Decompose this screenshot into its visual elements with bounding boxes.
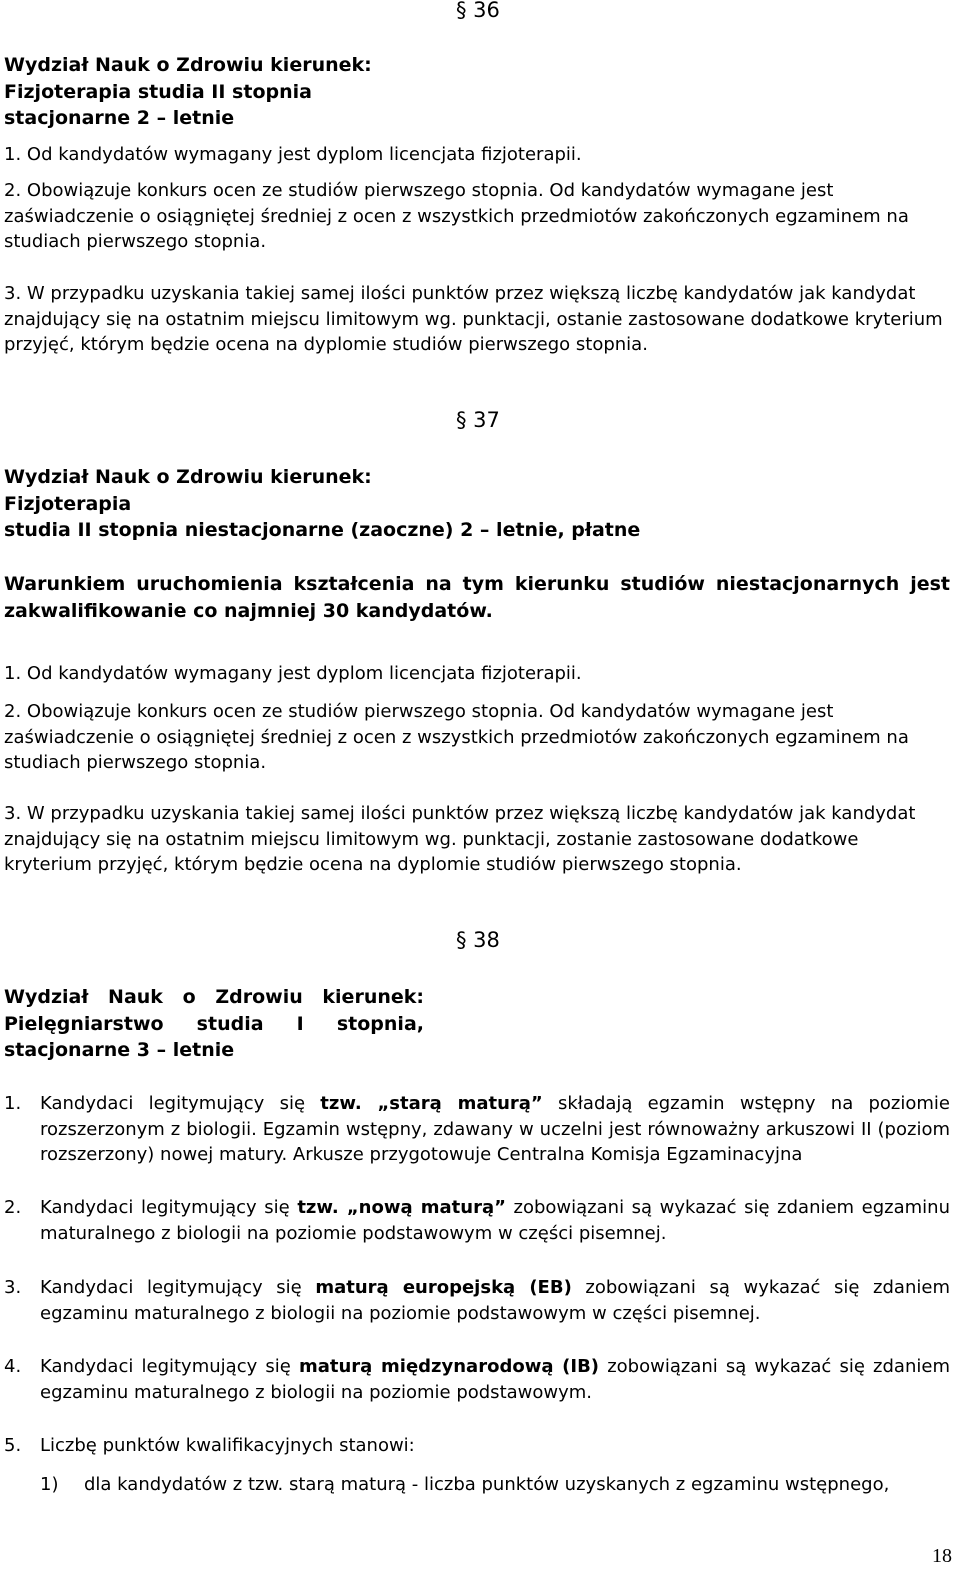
item-text: zobowiązani są wykazać się zdaniem egzaminu maturalnego z biologii na poziomie podstawowym w części pisemnej. [40,1277,950,1324]
item-emphasis: tzw. „starą maturą” [320,1093,543,1114]
section-38-heading [4,984,424,1064]
section-37-heading [4,464,950,544]
section-37-marker: § 37 [456,408,500,432]
item-number: 3. [4,1277,22,1298]
item-emphasis: tzw. „nową maturą” [297,1197,506,1218]
section-37-item-3: 3. W przypadku uzyskania takiej samej ilości punktów przez większą liczbę kandydatów jak kandydat znajdujący się na ostatnim miejscu limitowym wg. punktacji, zostanie zastosowane dodatkowe kryterium przyjęć, którym będzie ocena na dyplomie studiów pierwszego stopnia. [4,803,916,875]
section-38-subitem-1 [40,1472,940,1498]
page-number: 18 [932,1545,952,1567]
item-number: 4. [4,1356,22,1377]
item-emphasis: maturą międzynarodową (IB) [298,1356,600,1377]
section-36-item-3: 3. W przypadku uzyskania takiej samej ilości punktów przez większą liczbę kandydatów jak kandydat znajdujący się na ostatnim miejscu limitowym wg. punktacji, ostanie zastosowane dodatkowe kryterium przyjęć, którym będzie ocena na dyplomie studiów pierwszego stopnia. [4,283,943,355]
item-text: Kandydaci legitymujący się [40,1197,298,1218]
subitem-number: 1) [40,1474,59,1495]
section-36-heading [4,52,950,132]
section-38-item-2 [4,1195,950,1246]
subitem-text: dla kandydatów z tzw. starą maturą - liczba punktów uzyskanych z egzaminu wstępnego, [84,1474,890,1495]
item-text: zobowiązani są wykazać się zdaniem egzaminu maturalnego z biologii na poziomie podstawowym w części pisemnej. [40,1197,950,1244]
heading-line: Wydział Nauk o Zdrowiu kierunek: [4,466,372,488]
item-text: Kandydaci legitymujący się [40,1277,316,1298]
section-38-item-4 [4,1354,950,1405]
section-37-condition: Warunkiem uruchomienia kształcenia na tym kierunku studiów niestacjonarnych jest zakwalifikowanie co najmniej 30 kandydatów. [4,573,950,622]
section-38-item-1 [4,1091,950,1168]
item-text: Kandydaci legitymujący się [40,1356,299,1377]
item-number: 1. [4,1093,22,1114]
heading-line: stacjonarne 2 – letnie [4,107,235,129]
item-text: Liczbę punktów kwalifikacyjnych stanowi: [40,1435,415,1456]
item-number: 5. [4,1435,22,1456]
heading-line: Wydział Nauk o Zdrowiu kierunek: [4,986,424,1008]
section-38-item-3 [4,1275,950,1326]
heading-line: Pielęgniarstwo studia I stopnia, [4,1012,424,1035]
heading-line: Fizjoterapia [4,492,132,515]
heading-line: Fizjoterapia studia II stopnia [4,80,312,103]
item-text: składają egzamin wstępny na poziomie rozszerzonym z biologii. Egzamin wstępny, zdawany w uczelni jest równoważny arkuszowi II (poziom rozszerzony) nowej matury. Arkusze przygotowuje Centralna Komisja Egzaminacyjna [40,1093,950,1165]
section-38-marker: § 38 [456,928,500,952]
item-emphasis: maturą europejską (EB) [315,1277,572,1298]
heading-line: stacjonarne 3 – letnie [4,1039,235,1061]
section-37-item-2: 2. Obowiązuje konkurs ocen ze studiów pierwszego stopnia. Od kandydatów wymagane jest zaświadczenie o osiągniętej średniej z ocen z wszystkich przedmiotów zakończonych egzaminem na studiach pierwszego stopnia. [4,701,909,773]
section-38-item-5 [4,1433,950,1459]
item-number: 2. [4,1197,22,1218]
section-36-item-1: 1. Od kandydatów wymagany jest dyplom licencjata fizjoterapii. [4,144,582,165]
section-36-marker: § 36 [456,0,500,22]
item-text: zobowiązani są wykazać się zdaniem egzaminu maturalnego z biologii na poziomie podstawowym. [40,1356,950,1403]
section-37-item-1: 1. Od kandydatów wymagany jest dyplom licencjata fizjoterapii. [4,663,582,684]
item-text: Kandydaci legitymujący się [40,1093,321,1114]
heading-line: studia II stopnia niestacjonarne (zaoczne) 2 – letnie, płatne [4,519,641,541]
section-36-item-2: 2. Obowiązuje konkurs ocen ze studiów pierwszego stopnia. Od kandydatów wymagane jest zaświadczenie o osiągniętej średniej z ocen z wszystkich przedmiotów zakończonych egzaminem na studiach pierwszego stopnia. [4,180,909,252]
heading-line: Wydział Nauk o Zdrowiu kierunek: [4,54,372,76]
